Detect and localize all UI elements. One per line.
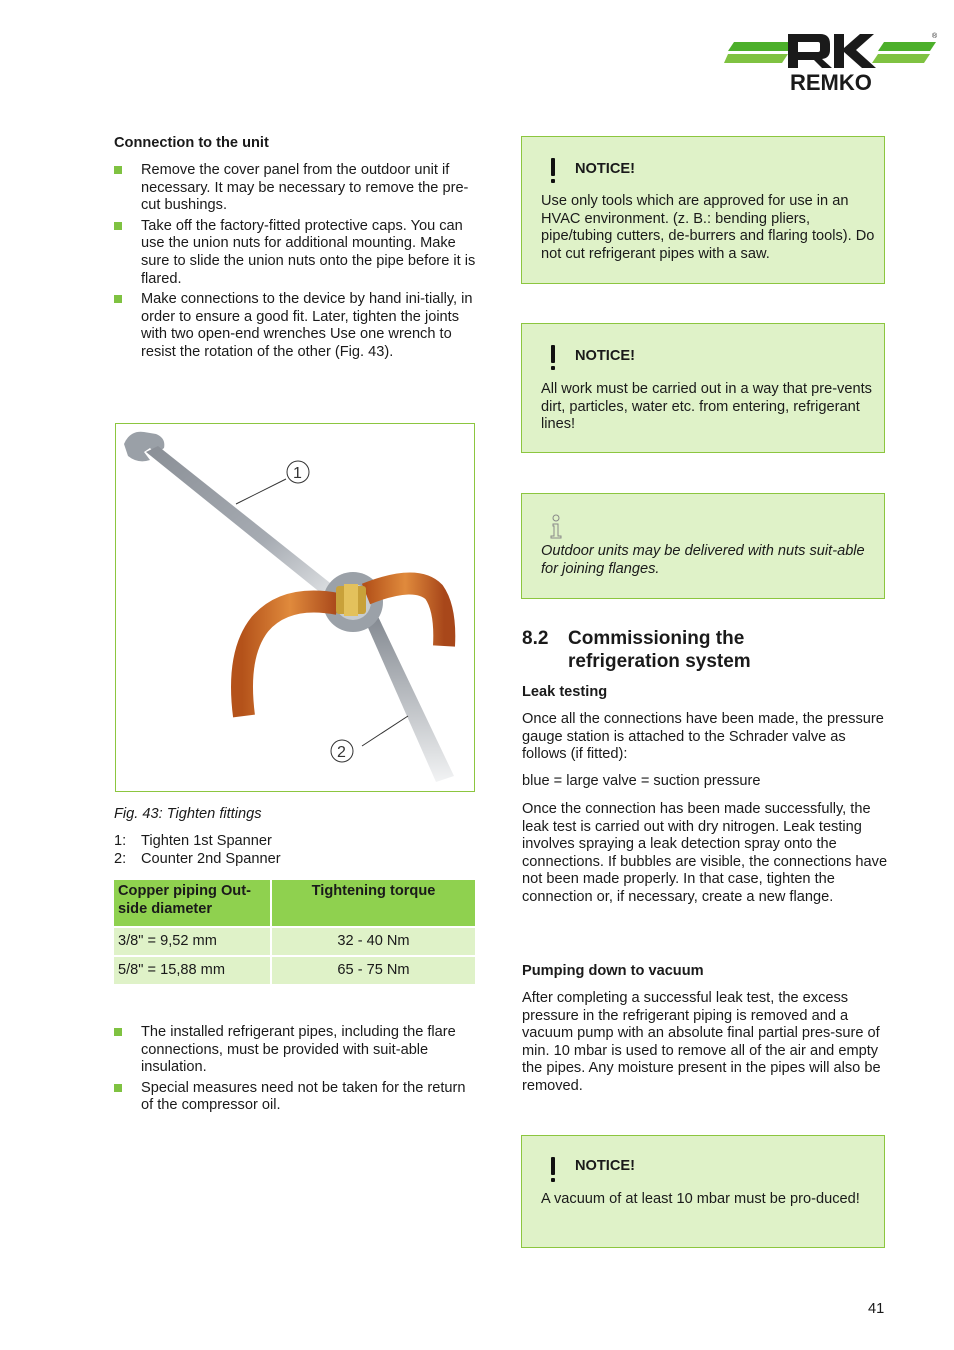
table-row — [114, 928, 475, 955]
table-row — [114, 957, 475, 984]
list-item: Special measures need not be taken for the return of the compressor oil. — [114, 1080, 476, 1115]
wrench-illustration — [116, 424, 474, 791]
exclamation-icon — [551, 1157, 555, 1182]
list-item: Take off the factory-fitted protective caps. You can use the union nuts for additional mounting. Make sure to slide the union nuts onto the pipe before it is flared. — [114, 218, 476, 288]
figure-caption: Fig. 43: Tighten fittings — [114, 806, 262, 822]
leak-paragraph-2: blue = large valve = suction pressure — [522, 773, 761, 789]
legend-item — [114, 833, 474, 851]
insulation-notes — [114, 1024, 476, 1118]
notice-box-dirt — [521, 323, 885, 453]
table-cell: 3/8" = 9,52 mm — [114, 928, 270, 955]
figure-legend — [114, 833, 474, 868]
table-cell: 5/8" = 15,88 mm — [114, 957, 270, 984]
list-item: Remove the cover panel from the outdoor unit if necessary. It may be necessary to remove the pre-cut bushings. — [114, 162, 476, 215]
figure-43 — [115, 423, 475, 792]
logo-text: REMKO — [790, 70, 872, 94]
notice-box-tools — [521, 136, 885, 284]
notice-text: A vacuum of at least 10 mbar must be pro-duced! — [541, 1191, 860, 1207]
legend-number: 2: — [114, 850, 127, 867]
legend-item — [114, 851, 474, 869]
info-box-nuts — [521, 493, 885, 599]
table-header: Copper piping Out-side diameter — [114, 880, 270, 926]
notice-title: NOTICE! — [575, 161, 635, 177]
info-icon — [549, 514, 565, 546]
notice-text: All work must be carried out in a way that pre-vents dirt, particles, water etc. from entering, refrigerant lines! — [541, 381, 872, 433]
torque-table — [112, 878, 477, 986]
leak-paragraph-3: Once the connection has been made successfully, the leak test is carried out with dry nitrogen. Leak testing involves spraying a leak detection spray onto the connections. If bubbles are visible, the connections have not been made properly. In that case, tighten the connection or, if necessary, create a new flange. — [522, 801, 888, 905]
svg-text:®: ® — [932, 33, 938, 40]
legend-text: Tighten 1st Spanner — [141, 833, 272, 849]
table-header: Tightening torque — [272, 880, 475, 926]
connection-heading: Connection to the unit — [114, 135, 269, 151]
connection-steps — [114, 162, 476, 365]
legend-text: Counter 2nd Spanner — [141, 850, 281, 867]
vacuum-heading: Pumping down to vacuum — [522, 963, 704, 979]
exclamation-icon — [551, 345, 555, 370]
callout-2: 2 — [337, 744, 346, 761]
table-cell: 65 - 75 Nm — [272, 957, 475, 984]
notice-title: NOTICE! — [575, 348, 635, 364]
callout-1: 1 — [293, 465, 302, 482]
notice-box-vacuum — [521, 1135, 885, 1248]
notice-text: Use only tools which are approved for use in an HVAC environment. (z. B.: bending pliers, pipe/tubing cutters, de-burrers and flaring tools). Do not cut refrigerant pipes with a saw. — [541, 193, 875, 262]
page-number: 41 — [868, 1301, 885, 1317]
section-title: Commissioning the refrigeration system — [568, 628, 751, 672]
info-text: Outdoor units may be delivered with nuts suit-able for joining flanges. — [541, 543, 865, 577]
vacuum-paragraph: After completing a successful leak test, the excess pressure in the refrigerant piping is removed and a vacuum pump with an absolute final partial pres-sure of min. 10 mbar is used to remove all of the air and empty the pipes. Any moisture present in the pipes will also be removed. — [522, 990, 881, 1094]
exclamation-icon — [551, 158, 555, 183]
legend-number: 1: — [114, 833, 127, 849]
leak-testing-heading: Leak testing — [522, 684, 608, 700]
list-item: Make connections to the device by hand ini-tially, in order to ensure a good fit. Later, tighten the joints with two open-end wrenches Use one wrench to resist the rotation of the other (Fig. 43). — [114, 291, 476, 361]
table-cell: 32 - 40 Nm — [272, 928, 475, 955]
notice-title: NOTICE! — [575, 1158, 635, 1174]
leak-paragraph-1: Once all the connections have been made, the pressure gauge station is attached to the Schrader valve as follows (if fitted): — [522, 711, 884, 763]
list-item: The installed refrigerant pipes, including the flare connections, must be provided with suit-able insulation. — [114, 1024, 476, 1077]
remko-logo — [724, 28, 938, 94]
section-number: 8.2 — [522, 628, 549, 649]
